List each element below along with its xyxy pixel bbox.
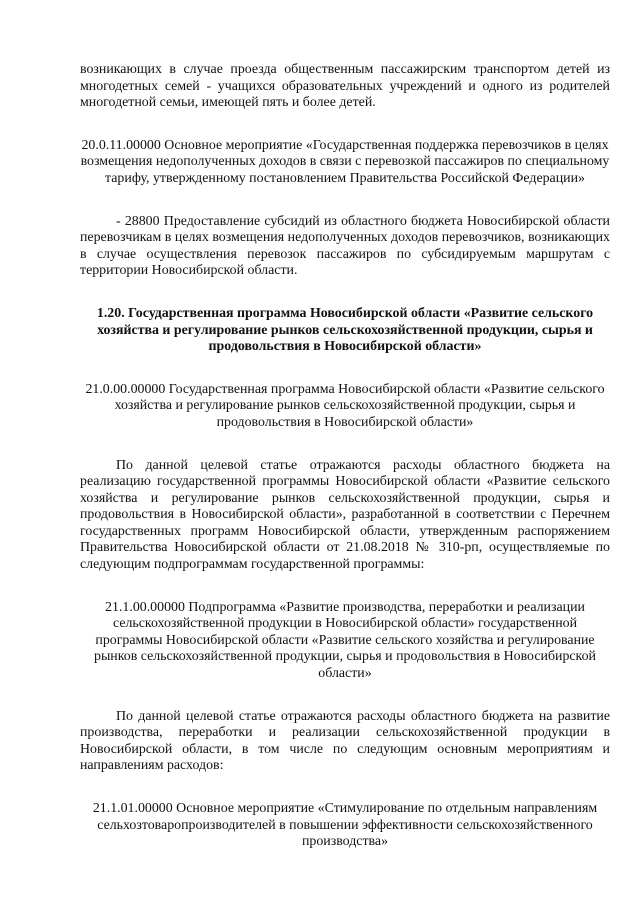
paragraph-text: По данной целевой статье отражаются расходы областного бюджета на развитие производства, переработки и реализации сельскохозяйственной продукции в Новосибирской области, в том числе по следующим основным мероприятиям и направлениям расходов: xyxy=(80,708,610,774)
activity-heading: 20.0.11.00000 Основное мероприятие «Государственная поддержка перевозчиков в целях возмещения недополученных доходов в связи с перевозкой пассажиров по специальному тарифу, утвержденному постановлением Правительства Российской Федерации» xyxy=(80,137,610,186)
activity-heading: 21.1.01.00000 Основное мероприятие «Стимулирование по отдельным направлениям сельхозтоваропроизводителей в повышении эффективности сельскохозяйственного производства» xyxy=(92,801,598,850)
paragraph-text: По данной целевой статье отражаются расходы областного бюджета на реализацию государственной программы Новосибирской области «Развитие сельского хозяйства и регулирование рынков сельскохозяйственной продукции, сырья и продовольствия в Новосибирской области», разработанной в соответствии с Перечнем государственных программ Новосибирской области, утвержденным распоряжением Правительства Новосибирской области от 21.08.2018 № 310-рп, осуществляемые по следующим подпрограммам государственной программы: xyxy=(80,457,610,573)
program-heading: 21.0.00.00000 Государственная программа Новосибирской области «Развитие сельского хозяйства и регулирование рынков сельскохозяйственной продукции, сырья и продовольствия в Новосибирской области» xyxy=(85,381,605,430)
paragraph-text: - 28800 Предоставление субсидий из областного бюджета Новосибирской области перевозчикам в целях возмещения недополученных доходов перевозчиков, возникающих в случае осуществления перевозок пассажиров по субсидируемым маршрутам с территории Новосибирской области. xyxy=(80,213,610,279)
section-heading: 1.20. Государственная программа Новосибирской области «Развитие сельского хозяйства и регулирование рынков сельскохозяйственной продукции, сырья и продовольствия в Новосибирской области» xyxy=(96,305,594,355)
document-page xyxy=(80,62,610,851)
paragraph-text: возникающих в случае проезда общественным пассажирским транспортом детей из многодетных семей - учащихся образовательных учреждений и одного из родителей многодетной семьи, имеющей пять и более детей. xyxy=(80,62,610,111)
subprogram-heading: 21.1.00.00000 Подпрограмма «Развитие производства, переработки и реализации сельскохозяйственной продукции в Новосибирской области» государственной программы Новосибирской области «Развитие сельского хозяйства и регулирование рынков сельскохозяйственной продукции, сырья и продовольствия в Новосибирской области» xyxy=(94,599,596,682)
